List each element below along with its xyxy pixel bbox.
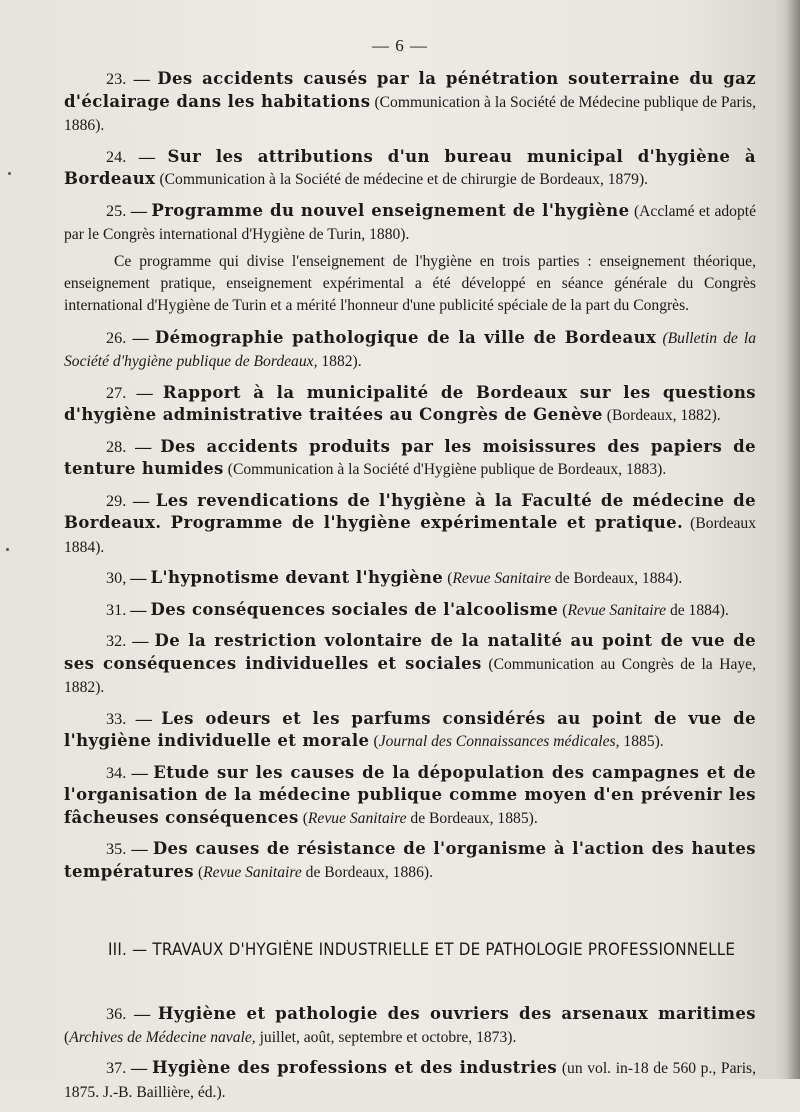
entry-citation [562, 602, 729, 619]
entry-title: Des accidents causés par la pénétration souterraine du gaz d'éclairage dans les habitations [64, 69, 756, 111]
bibliography-entry [64, 68, 756, 138]
entry-title: Programme du nouvel enseignement de l'hygiène [151, 200, 630, 220]
entry-dash: — [135, 709, 152, 728]
entry-dash: — [131, 840, 148, 858]
citation-text: (Communication au Congrès de la Haye, 1882). [64, 655, 757, 696]
citation-text: (Bordeaux, 1882). [606, 407, 721, 424]
entry-dash: — [132, 491, 150, 510]
entry-number: 32. [106, 632, 127, 650]
citation-tail: 1882). [317, 353, 362, 370]
entry-title: Les odeurs et les parfums considérés au point de vue de l'hygiène individuelle et morale [64, 708, 756, 750]
citation-tail: de Bordeaux, 1884). [551, 570, 683, 587]
entry-number: 30, [106, 569, 127, 587]
entry-number: 24. [106, 147, 127, 166]
citation-open: ( [64, 1028, 70, 1046]
entry-number: 37. [106, 1059, 127, 1077]
bibliography-entry [64, 382, 756, 428]
entry-title: Les revendications de l'hygiène à la Faculté de médecine de Bordeaux. Programme de l'hygiène expérimentale et pratique. [64, 490, 757, 532]
citation-text: (Communication à la Société d'Hygiène publique de Bordeaux, 1883). [227, 461, 667, 478]
entry-number: 31. [106, 600, 127, 619]
citation-text: (Communication à la Société de médecine et de chirurgie de Bordeaux, 1879). [159, 171, 649, 188]
entry-citation [303, 810, 538, 827]
entry-number: 35. [106, 840, 127, 858]
entry-citation [228, 461, 666, 478]
entry-title: Des accidents produits par les moisissures des papiers de tenture humides [64, 436, 757, 478]
citation-journal: (Bulletin de la Société d'hygiène publique de Bordeaux, [64, 329, 757, 370]
entry-dash: — [135, 437, 152, 456]
page-number: — 6 — [372, 36, 428, 55]
citation-open: ( [302, 809, 308, 827]
entry-dash: — [131, 1059, 148, 1077]
entry-dash: — [133, 70, 150, 88]
bibliography-entry [64, 567, 756, 591]
bibliography-entry [64, 630, 756, 700]
citation-journal: Archives de Médecine navale, [69, 1028, 256, 1046]
entry-title: Démographie pathologique de la ville de Bordeaux [154, 327, 657, 347]
citation-journal: Revue Sanitaire [567, 601, 667, 619]
citation-open: ( [447, 570, 453, 587]
entry-citation [64, 1029, 516, 1046]
bibliography-list [64, 68, 756, 1112]
page-edge-shadow [786, 0, 800, 1079]
bibliography-entry [64, 708, 756, 754]
citation-text: (Bordeaux 1884). [64, 515, 756, 556]
entry-title: Des conséquences sociales de l'alcoolisme [150, 599, 559, 619]
bibliography-entry [64, 327, 756, 374]
section-heading: III. — TRAVAUX D'HYGIÈNE INDUSTRIELLE ET DE PATHOLOGIE PROFESSIONNELLE [108, 940, 736, 959]
bibliography-entry [64, 1003, 756, 1049]
entry-dash: — [138, 147, 155, 166]
entry-title: De la restriction volontaire de la natalité au point de vue de ses conséquences individuelles et sociales [64, 631, 756, 673]
bibliography-entry [64, 490, 756, 560]
entry-dash: — [130, 600, 147, 619]
entry-title: Sur les attributions d'un bureau municipal d'hygiène à Bordeaux [64, 146, 756, 188]
bibliography-entry [64, 436, 756, 482]
entry-title: Hygiène et pathologie des ouvriers des arsenaux maritimes [157, 1004, 756, 1023]
citation-open: ( [562, 601, 568, 619]
citation-tail: de Bordeaux, 1886). [301, 863, 433, 881]
citation-journal: Revue Sanitaire [203, 863, 302, 881]
bibliography-entry [64, 599, 756, 623]
entry-number: 26. [106, 328, 127, 347]
entry-number: 28. [106, 437, 127, 456]
entry-number: 33. [106, 709, 127, 728]
bibliography-entry [64, 838, 756, 884]
citation-tail: 1885). [619, 733, 664, 750]
entry-dash: — [132, 328, 149, 347]
entry-number: 34. [106, 763, 127, 782]
entry-title: Rapport à la municipalité de Bordeaux sur les questions d'hygiène administrative traitées au Congrès de Genève [64, 382, 756, 424]
entry-title: Hygiène des professions et des industries [152, 1058, 558, 1077]
entry-number: 27. [106, 383, 127, 402]
entry-citation [198, 864, 433, 881]
citation-tail: de Bordeaux, 1885). [406, 809, 538, 827]
citation-journal: Revue Sanitaire [307, 809, 407, 827]
entry-dash: — [131, 763, 148, 782]
entry-dash: — [130, 201, 147, 220]
entry-dash: — [130, 569, 147, 587]
citation-journal: Journal des Connaissances médicales, [378, 733, 620, 750]
bibliography-entry [64, 1057, 756, 1104]
citation-text: (un vol. in-18 de 560 p., Paris, 1875. J.-B. Baillière, éd.). [64, 1060, 757, 1101]
entry-citation [159, 171, 648, 188]
citation-tail: juillet, août, septembre et octobre, 1873). [255, 1028, 517, 1046]
citation-text: (Communication à la Société de Médecine publique de Paris, 1886). [64, 93, 757, 134]
entry-title: Etude sur les causes de la dépopulation des campagnes et de l'organisation de la médecine publique comme moyen d'en prévenir les fâcheuses conséquences [64, 762, 757, 827]
speck [8, 172, 11, 175]
entry-citation [447, 570, 682, 587]
entry-dash: — [133, 1005, 151, 1023]
citation-journal: Revue Sanitaire [452, 570, 551, 587]
citation-open: ( [373, 733, 379, 750]
bibliography-entry [64, 146, 756, 192]
entry-title: L'hypnotisme devant l'hygiène [150, 568, 444, 587]
citation-tail: de 1884). [666, 601, 729, 619]
entry-number: 29. [106, 491, 127, 510]
entry-dash: — [132, 632, 149, 650]
citation-text: (Acclamé et adopté par le Congrès international d'Hygiène de Turin, 1880). [64, 202, 757, 243]
entry-citation [607, 407, 721, 424]
entry-dash: — [136, 383, 153, 402]
entry-number: 23. [106, 70, 127, 88]
bibliography-entry [64, 762, 756, 831]
entry-number: 36. [106, 1005, 127, 1023]
entry-description: Ce programme qui divise l'enseignement de l'hygiène en trois parties : enseignement théorique, enseignement pratique, enseignement expérimental a été développé en séance générale du Congrès international d'Hygiène de Turin et a mérité l'honneur d'une publicité spéciale de la part du Congrès. [64, 252, 756, 314]
speck [6, 548, 9, 551]
entry-citation [374, 733, 664, 750]
entry-number: 25. [106, 201, 127, 220]
entry-title: Des causes de résistance de l'organisme à l'action des hautes températures [64, 839, 757, 881]
citation-open: ( [197, 863, 204, 881]
bibliography-entry [64, 200, 756, 247]
